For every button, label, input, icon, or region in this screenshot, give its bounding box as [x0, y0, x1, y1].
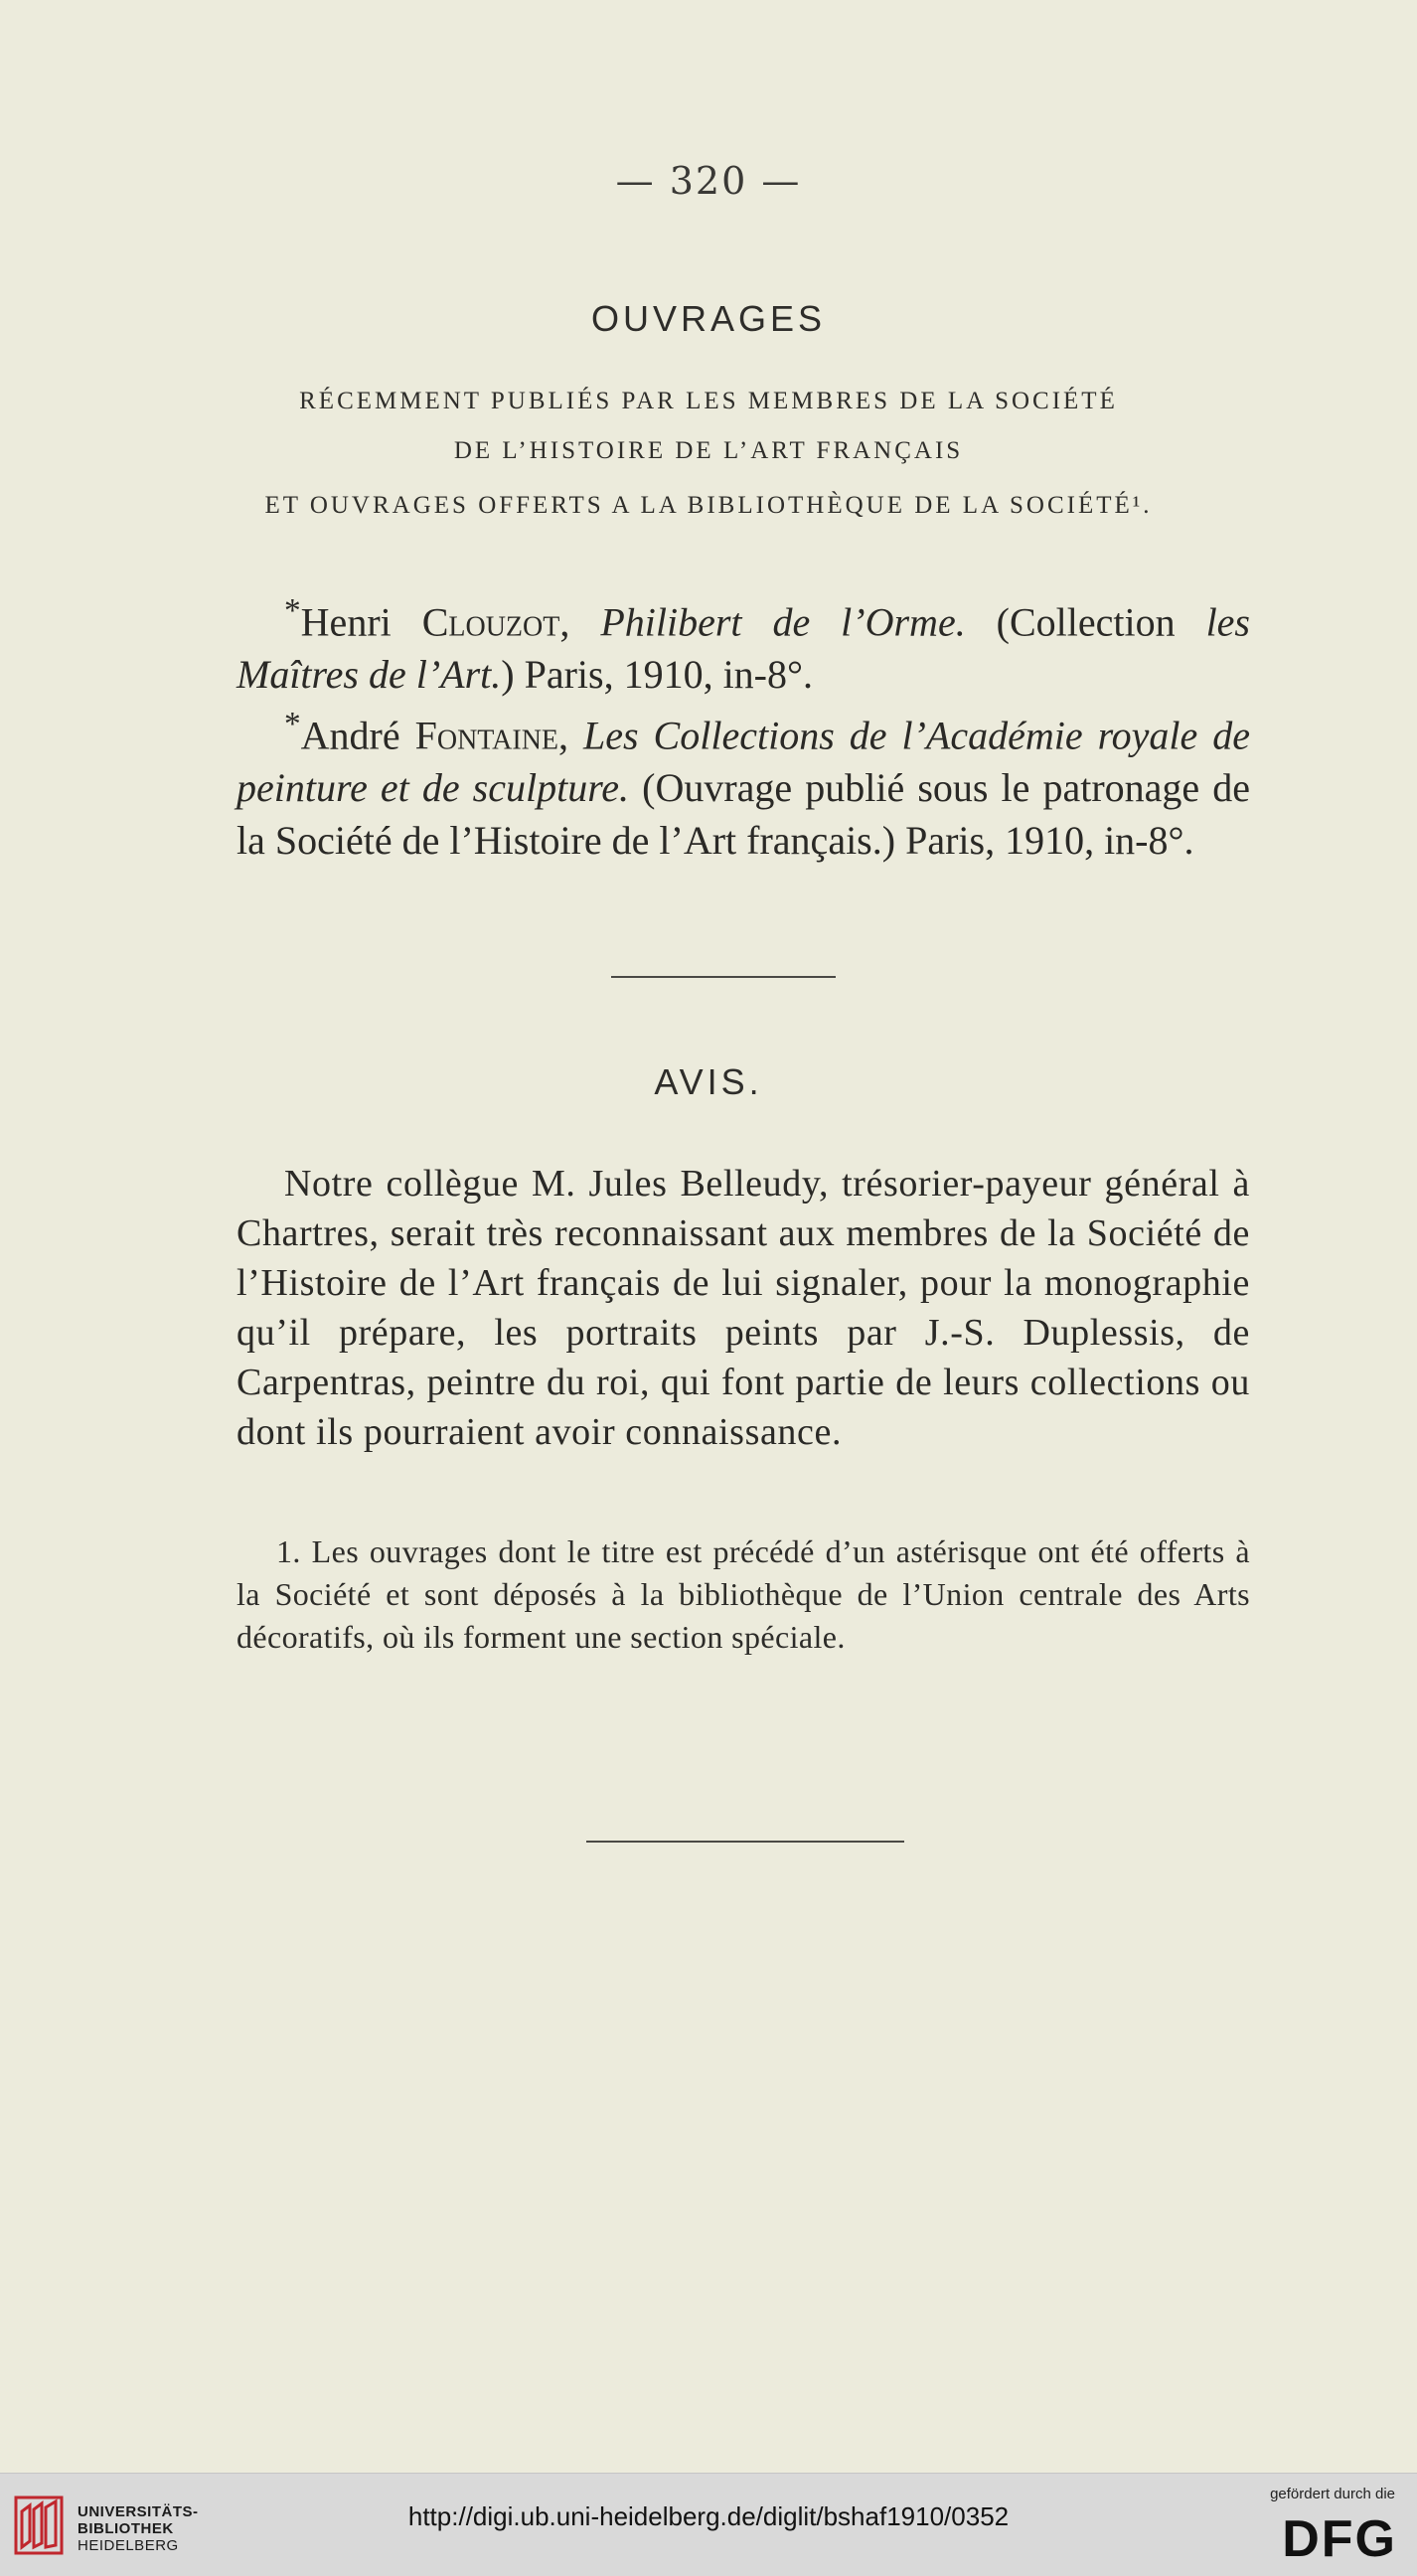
- dfg-logo: DFG: [1282, 2510, 1397, 2568]
- author-last: Clouzot: [421, 599, 560, 645]
- section-heading-ouvrages: OUVRAGES: [590, 298, 827, 339]
- permalink-url[interactable]: http://digi.ub.uni-heidelberg.de/diglit/bshaf1910/0352: [407, 2501, 1010, 2531]
- library-line-3: HEIDELBERG: [78, 2537, 179, 2554]
- avis-heading: AVIS.: [654, 1061, 763, 1102]
- series-title: les Maîtres de l’Art.: [236, 599, 1250, 698]
- entry-rest-a: (Ouvrage publié sous le patronage de la Société de l’Histoire de l’Art français.) Paris, 1910, in-8°.: [236, 765, 1250, 864]
- digitization-footer: [0, 2473, 1417, 2576]
- bibliography-entry-2: [236, 698, 1250, 867]
- book-title: Les Collections de l’Académie royale de peinture et de sculpture.: [236, 713, 1250, 811]
- library-line-1: UNIVERSITÄTS-: [78, 2503, 199, 2520]
- asterisk-marker: *: [284, 592, 301, 629]
- footnote: 1. Les ouvrages dont le titre est précédé d’un astérisque ont été offerts à la Société et sont déposés à la bibliothèque de l’Union centrale des Arts décoratifs, où ils forment une section spéciale.: [236, 1533, 1250, 1655]
- library-line-2: BIBLIOTHEK: [78, 2520, 174, 2537]
- asterisk-marker: *: [284, 706, 301, 742]
- entry-rest-a: (Collection: [965, 599, 1206, 645]
- author-last: Fontaine: [414, 713, 559, 758]
- avis-paragraph: Notre collègue M. Jules Belleudy, trésorier-payeur général à Chartres, serait très reconnaissant aux membres de la Société de l’Histoire de l’Art français de lui signaler, pour la monographie qu’il prépare, les portraits peints par J.-S. Duplessis, de Carpentras, peintre du roi, qui font partie de leurs collections ou dont ils pourraient avoir connaissance.: [236, 1163, 1250, 1453]
- author-first: Henri: [300, 599, 422, 645]
- entry-rest-b: ) Paris, 1910, in-8°.: [501, 652, 813, 698]
- separator: ,: [558, 713, 584, 758]
- subheading-line-3: ET OUVRAGES OFFERTS A LA BIBLIOTHÈQUE DE LA SOCIÉTÉ¹.: [264, 492, 1153, 519]
- subheading-line-2: DE L’HISTOIRE DE L’ART FRANÇAIS: [453, 437, 964, 464]
- funded-by-label: gefördert durch die: [1270, 2486, 1395, 2502]
- section-divider: [611, 976, 836, 978]
- separator: ,: [559, 599, 601, 645]
- subheading-line-1: RÉCEMMENT PUBLIÉS PAR LES MEMBRES DE LA SOCIÉTÉ: [299, 388, 1118, 414]
- end-divider: [586, 1841, 904, 1843]
- page-number: — 320 —: [615, 159, 802, 203]
- author-first: André: [300, 713, 415, 758]
- bibliography-entry-1: [236, 584, 1250, 701]
- book-title: Philibert de l’Orme.: [600, 599, 966, 645]
